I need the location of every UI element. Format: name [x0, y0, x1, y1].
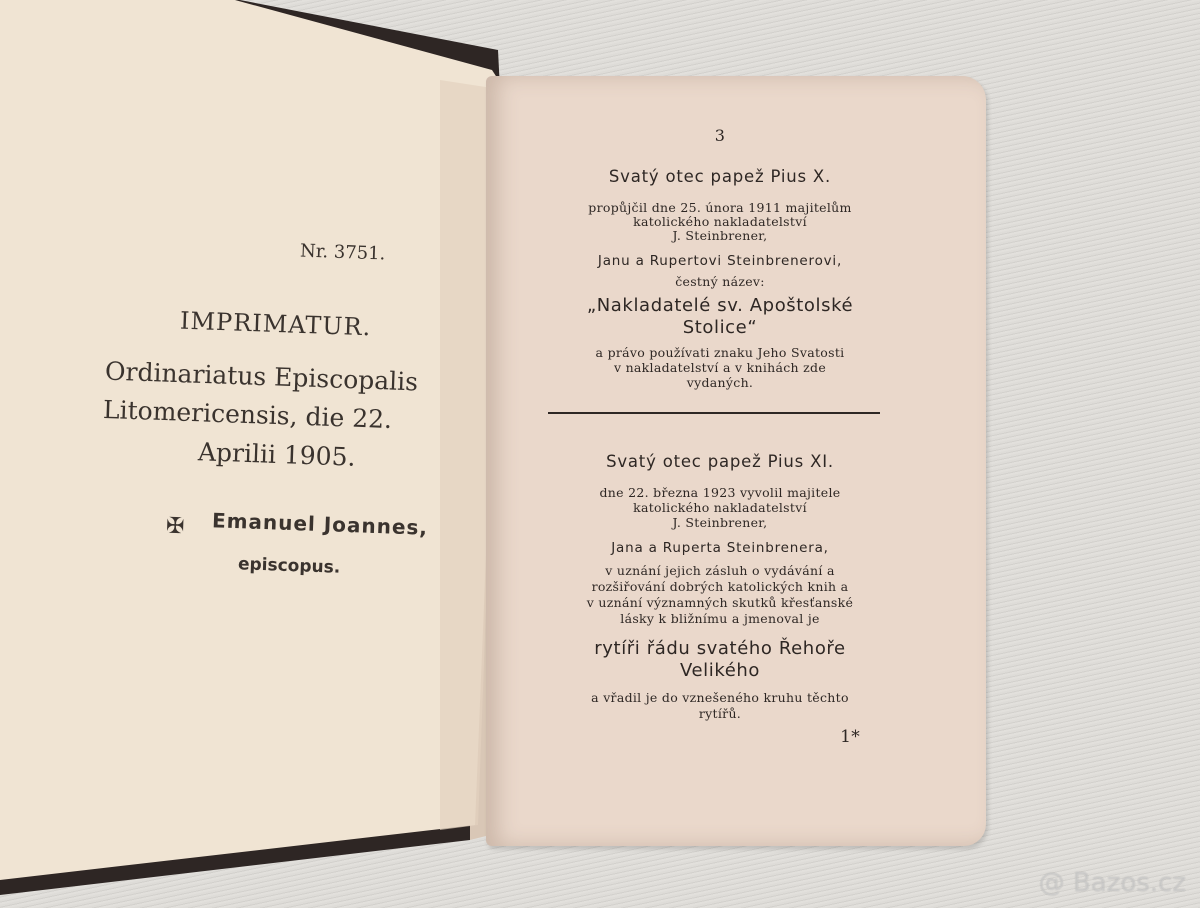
section2-body: rozšiřování dobrých katolických knih a — [591, 579, 849, 594]
section2-closing: a vřadil je do vznešeného kruhu těchto — [591, 690, 849, 705]
section2-line: dne 22. března 1923 vyvolil majitele — [599, 485, 841, 500]
page-number: 3 — [714, 126, 726, 145]
section1-honor: „Nakladatelé sv. Apoštolské — [586, 295, 854, 316]
section1-line: J. Steinbrener, — [672, 228, 768, 243]
imprimatur-number: Nr. 3751. — [299, 240, 386, 265]
watermark: @ Bazos.cz — [1038, 868, 1186, 898]
section1-line: katolického nakladatelství — [633, 214, 807, 229]
section2-honor: rytíři řádu svatého Řehoře — [594, 638, 846, 659]
imprimatur-line: Aprilii 1905. — [197, 437, 356, 472]
imprimatur-line: Ordinariatus Episcopalis — [104, 356, 419, 397]
section2-honor: Velikého — [679, 660, 761, 681]
imprimatur-heading: IMPRIMATUR. — [179, 306, 372, 342]
section2-names: Jana a Ruperta Steinbrenera, — [611, 540, 829, 556]
imprimatur-line: Litomericensis, die 22. — [102, 394, 393, 435]
section2-line: katolického nakladatelství — [633, 500, 807, 515]
signature-title: episcopus. — [237, 554, 341, 578]
section1-closing: vydaných. — [686, 375, 754, 390]
section2-closing: rytířů. — [698, 706, 742, 721]
cross-icon: ✠ — [165, 513, 185, 540]
section1-closing: a právo používati znaku Jeho Svatosti — [595, 345, 845, 360]
divider-rule — [548, 412, 880, 414]
section2-body: lásky k bližnímu a jmenoval je — [620, 611, 820, 626]
section2-body: v uznání jejich zásluh o vydávání a — [605, 563, 835, 578]
section2-title: Svatý otec papež Pius XI. — [606, 452, 834, 471]
section1-closing: v nakladatelství a v knihách zde — [613, 360, 827, 375]
section2-body: v uznání významných skutků křesťanské — [586, 595, 854, 610]
signature-mark: 1* — [840, 727, 860, 747]
signature-name: Emanuel Joannes, — [211, 508, 429, 540]
section1-title: Svatý otec papež Pius X. — [608, 167, 832, 186]
section1-names: Janu a Rupertovi Steinbrenerovi, — [597, 253, 843, 269]
section1-intro: čestný název: — [675, 274, 765, 289]
section2-line: J. Steinbrener, — [672, 515, 768, 530]
section1-line: propůjčil dne 25. února 1911 majitelům — [588, 200, 852, 215]
section1-honor: Stolice“ — [682, 317, 758, 338]
